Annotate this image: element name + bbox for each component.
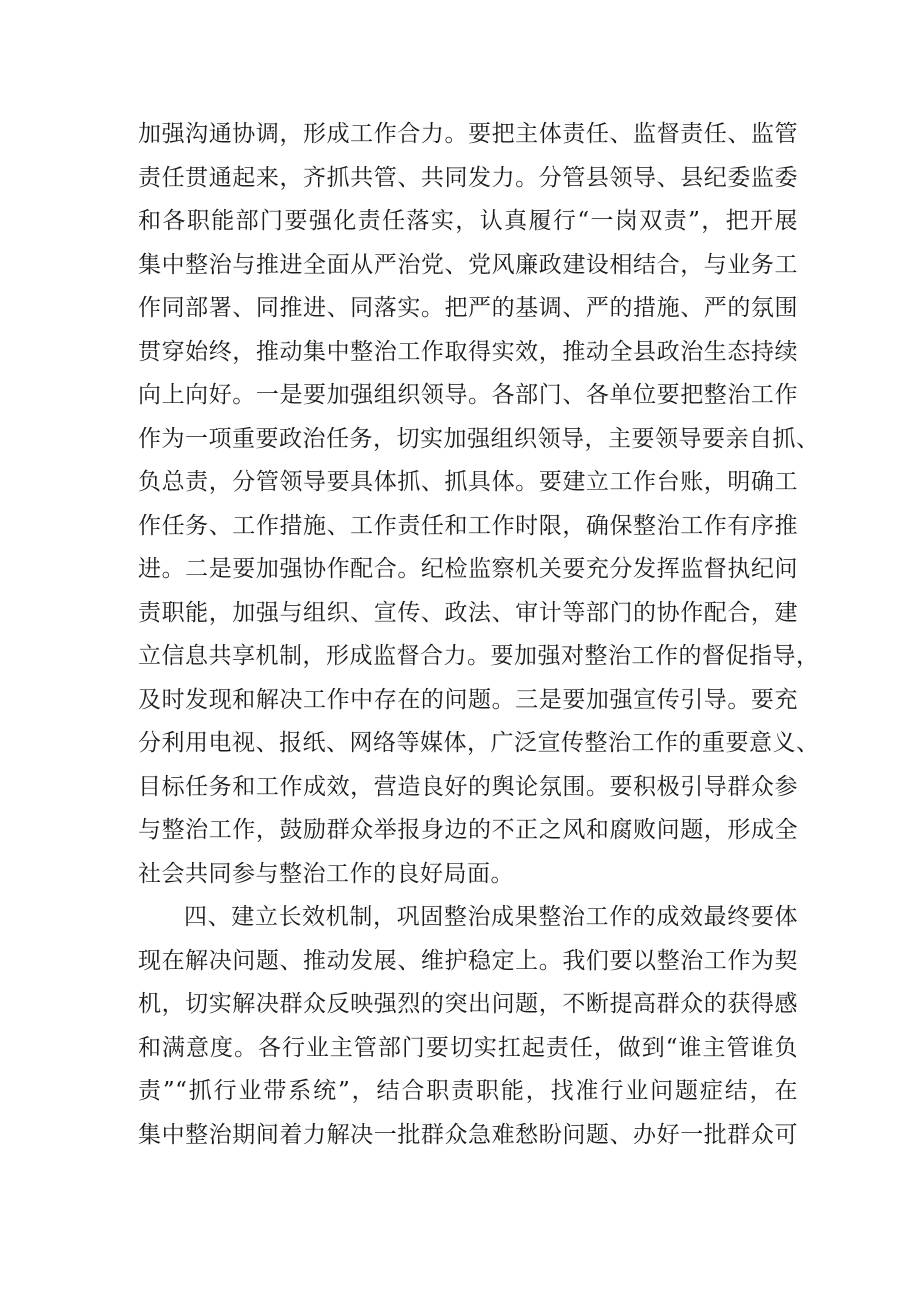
- text-line: 集中整治与推进全面从严治党、党风廉政建设相结合，与业务工: [138, 251, 798, 278]
- text-line: 作为一项重要政治任务，切实加强组织领导，主要领导要亲自抓、: [138, 425, 820, 452]
- text-line: 加强沟通协调，形成工作合力。要把主体责任、监督责任、监管: [138, 121, 798, 147]
- text-line: 向上向好。一是要加强组织领导。各部门、各单位要把整治工作: [138, 382, 798, 408]
- text-line: 作任务、工作措施、工作责任和工作时限，确保整治工作有序推: [138, 512, 798, 539]
- text-line: 和满意度。各行业主管部门要切实扛起责任，做到“谁主管谁负: [138, 1034, 798, 1061]
- text-line: 及时发现和解决工作中存在的问题。三是要加强宣传引导。要充: [138, 686, 798, 713]
- text-line: 集中整治期间着力解决一批群众急难愁盼问题、办好一批群众可: [138, 1121, 798, 1148]
- text-line: 社会共同参与整治工作的良好局面。: [138, 860, 514, 887]
- text-line: 作同部署、同推进、同落实。把严的基调、严的措施、严的氛围: [138, 295, 798, 321]
- text-line: 四、建立长效机制，巩固整治成果整治工作的成效最终要体: [184, 904, 798, 930]
- text-line: 与整治工作，鼓励群众举报身边的不正之风和腐败问题，形成全: [138, 817, 798, 843]
- paragraph: [138, 113, 820, 896]
- text-line: 现在解决问题、推动发展、维护稳定上。我们要以整治工作为契: [138, 947, 798, 974]
- text-line: 责职能，加强与组织、宣传、政法、审计等部门的协作配合，建: [138, 599, 798, 626]
- text-line: 分利用电视、报纸、网络等媒体，广泛宣传整治工作的重要意义、: [138, 730, 820, 756]
- text-line: 责”“抓行业带系统”，结合职责职能，找准行业问题症结，在: [138, 1078, 798, 1104]
- text-line: 目标任务和工作成效，营造良好的舆论氛围。要积极引导群众参: [138, 773, 798, 800]
- text-line: 和各职能部门要强化责任落实，认真履行“一岗双责”，把开展: [138, 208, 798, 234]
- document-body: [138, 113, 820, 1157]
- text-line: 贯穿始终，推动集中整治工作取得实效，推动全县政治生态持续: [138, 338, 798, 365]
- paragraph: [138, 896, 798, 1157]
- text-line: 机，切实解决群众反映强烈的突出问题，不断提高群众的获得感: [138, 991, 798, 1017]
- text-line: 责任贯通起来，齐抓共管、共同发力。分管县领导、县纪委监委: [138, 164, 798, 191]
- text-line: 进。二是要加强协作配合。纪检监察机关要充分发挥监督执纪问: [138, 556, 798, 582]
- text-line: 负总责，分管领导要具体抓、抓具体。要建立工作台账，明确工: [138, 469, 798, 495]
- text-line: 立信息共享机制，形成监督合力。要加强对整治工作的督促指导，: [138, 643, 820, 669]
